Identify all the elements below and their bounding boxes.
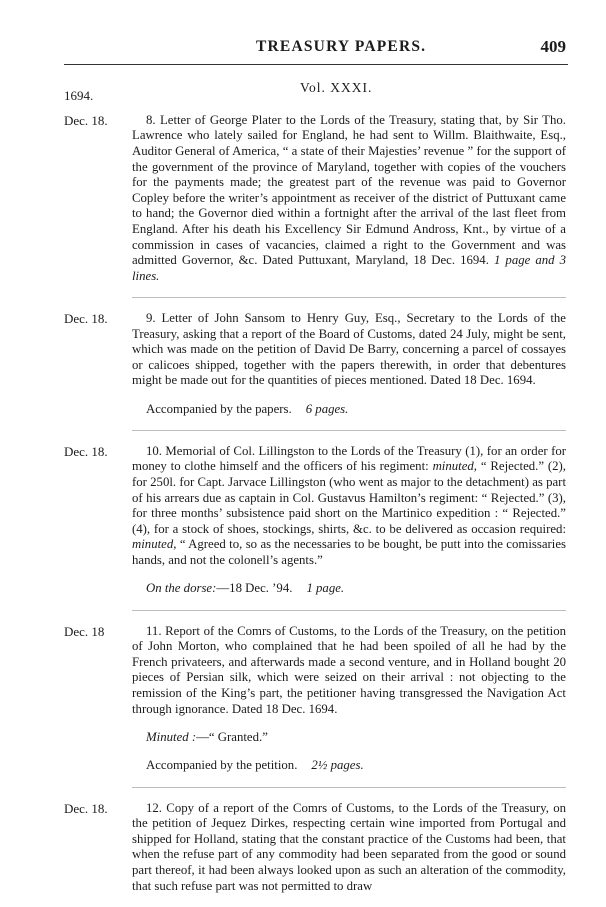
page-count: 1 page. [306, 581, 345, 596]
entry-8 [64, 113, 566, 285]
dorse-note [132, 581, 566, 597]
entry-divider [132, 610, 566, 611]
entry-12 [64, 801, 566, 895]
page-count: 1 page and 3 lines. [132, 253, 566, 283]
entry-text [132, 444, 566, 569]
entry-divider [132, 297, 566, 298]
accompanied-note [132, 402, 566, 418]
entry-date: Dec. 18. [64, 112, 108, 128]
running-header [0, 38, 606, 60]
entries-list [64, 100, 566, 907]
minuted-text: —“ Granted.” [196, 729, 268, 744]
minuted-note [132, 730, 566, 746]
header-rule [64, 64, 568, 65]
running-title: TREASURY PAPERS. [256, 38, 427, 55]
margin-year: 1694. [64, 88, 94, 103]
minuted-label: minuted, [132, 537, 177, 552]
entry-9 [64, 311, 566, 417]
page-count: 6 pages. [305, 401, 349, 416]
entry-date: Dec. 18. [64, 310, 108, 326]
entry-10 [64, 444, 566, 597]
entry-body: 8. Letter of George Plater to the Lords of the Treasury, stating that, by Sir Tho. Lawrence who lately sailed for England, he had sent to Willm. Blaithwaite, Esq., Auditor General of America, “ a state of their Majesties’ revenue ” for the support of the government of the province of Maryland, together with copies of the vouchers for the payments made; the greatest part of the revenue was paid to Governor Copley before the writer’s appointment as receiver of the district of Puttuxant came to hand; the Governor died within a fortnight after the arrival of the last fleet from England. After his death his Excellency Sir Edmund Andross, Knt., by virtue of a commission in cases of vacancies, claimed a right to the Government and was admitted Governor, &c. Dated Puttuxant, Maryland, 18 Dec. 1694. [132, 112, 566, 268]
entry-divider [132, 787, 566, 788]
minuted-label: minuted, [432, 459, 477, 474]
volume-heading: Vol. XXXI. [300, 80, 373, 95]
entry-body: 11. Report of the Comrs of Customs, to the Lords of the Treasury, on the petition of John Morton, who complained that he had been spoiled of all he had by the French privateers, and afterwards made a second venture, and in Holland bought 20 pieces of Persian silk, which were seized on their arrival : not objecting to the remission of the King’s part, the petitioner having transgressed the Navigation Act through ignorance. Dated 18 Dec. 1694. [132, 623, 566, 716]
entry-date: Dec. 18. [64, 800, 108, 816]
page-count: 2½ pages. [311, 758, 364, 773]
minuted-label: Minuted : [146, 729, 197, 744]
entry-11 [64, 624, 566, 774]
entry-body: 12. Copy of a report of the Comrs of Customs, to the Lords of the Treasury, on the petition of Jequez Dirkes, respecting certain wine imported from Portugal and shipped for Holland, stating that the constant practice of the Customs had been, that when the refuse part of any commodity had been separated from the good or sound part thereof, it had been always looked upon as such an alteration of the commodity, that such refuse part was not permitted to draw [132, 800, 566, 893]
entry-body-part: “ Rejected.” (2), for 250l. for Capt. Jarvace Lillingston (who went as major to the detachment) as part of his arrears due as captain in Col. Gustavus Hamilton’s regiment: “ Rejected.” (3), for three months’ subsistence paid short on the Martinico expedition : “ Rejected.” (4), for a stock of shoes, stockings, shirts, &c. to be delivered as occasion required: [132, 459, 567, 536]
accompanied-note [132, 758, 566, 774]
entry-date: Dec. 18 [64, 623, 105, 639]
entry-divider [132, 430, 566, 431]
accompanied-text: Accompanied by the papers. [146, 401, 292, 416]
entry-text [132, 113, 566, 285]
page-number: 409 [540, 37, 566, 56]
dorse-text: —18 Dec. ’94. [216, 581, 293, 596]
entry-date: Dec. 18. [64, 443, 108, 459]
accompanied-text: Accompanied by the petition. [146, 758, 298, 773]
entry-body-part: 10. Memorial of Col. Lillingston to the Lords of the Treasury (1), for an order for money to clothe himself and the officers of his regiment: [132, 443, 566, 474]
entry-body-part: “ Agreed to, so as the necessaries to be bought, be putt into the comissaries hands, and not the colonell’s agents.” [132, 537, 566, 568]
dorse-label: On the dorse: [146, 581, 217, 596]
entry-body: 9. Letter of John Sansom to Henry Guy, Esq., Secretary to the Lords of the Treasury, asking that a report of the Board of Customs, dated 24 July, might be sent, which was made on the petition of David De Barry, concerning a parcel of cossayes or calicoes shipped, together with the papers therewith, in order that debentures might be made out for the quantities of pieces mentioned. Dated 18 Dec. 1694. [132, 310, 566, 388]
